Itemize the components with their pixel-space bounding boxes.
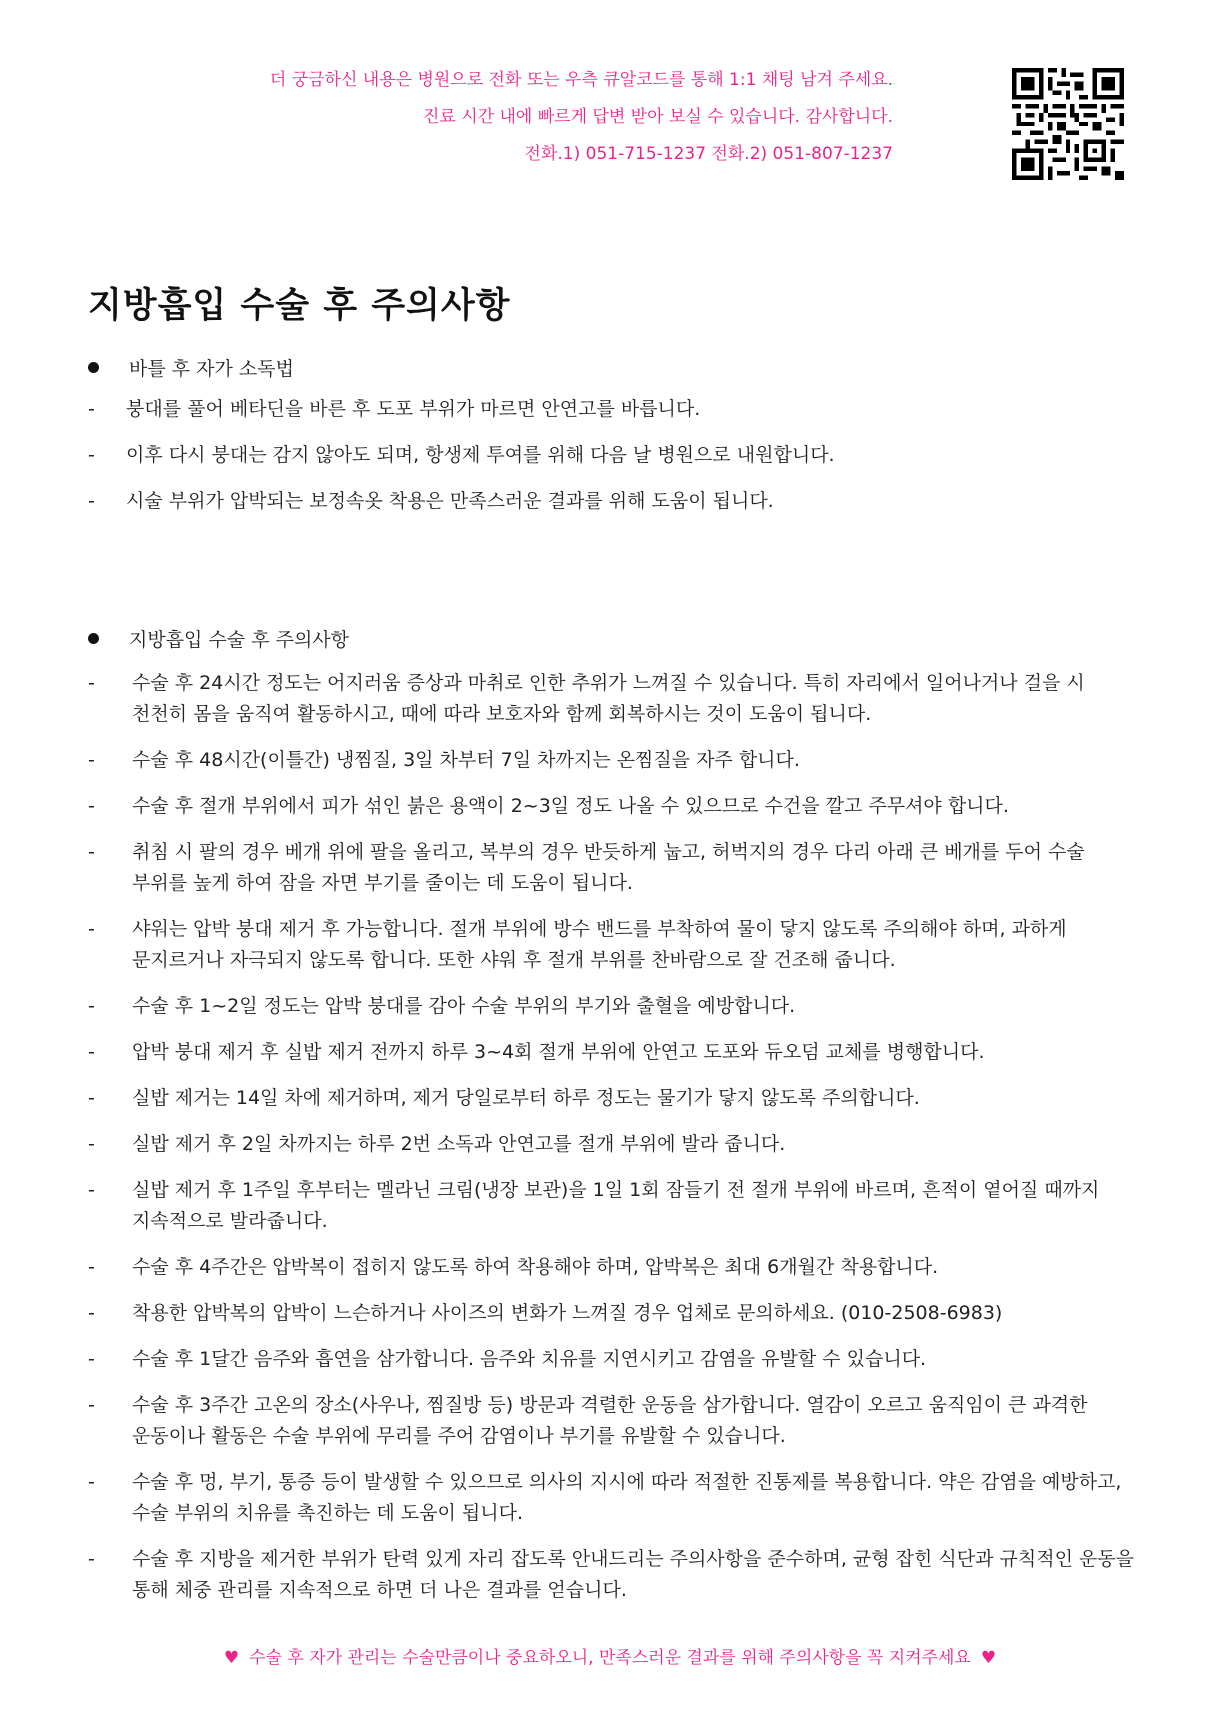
list-item: - 샤워는 압박 붕대 제거 후 가능합니다. 절개 부위에 방수 밴드를 부착하여 물이 닿지 않도록 주의해야 하며, 과하게 문지르거나 자극되지 않도록 합니다. 또한 샤워 후 절개 부위를 찬바람으로 잘 건조해 줍니다. xyxy=(88,918,1067,971)
list-item: - 취침 시 팔의 경우 베개 위에 팔을 올리고, 복부의 경우 반듯하게 눕고, 허벅지의 경우 다리 아래 큰 베개를 두어 수술 부위를 높게 하여 잠을 자면 부기를 줄이는 데 도움이 됩니다. xyxy=(88,841,1085,894)
footer-note xyxy=(0,1643,1220,1668)
list-item: - 붕대를 풀어 베타딘을 바른 후 도포 부위가 마르면 안연고를 바릅니다. xyxy=(88,398,701,420)
contact-header xyxy=(270,62,893,173)
list-item: - 수술 후 절개 부위에서 피가 섞인 붉은 용액이 2~3일 정도 나올 수 있으므로 수건을 깔고 주무셔야 합니다. xyxy=(88,795,1009,817)
list-item: - 수술 후 지방을 제거한 부위가 탄력 있게 자리 잡도록 안내드리는 주의사항을 준수하며, 균형 잡힌 식단과 규칙적인 운동을 통해 체중 관리를 지속적으로 하면 더 나은 결과를 얻습니다. xyxy=(88,1548,1135,1601)
contact-line-2: 진료 시간 내에 빠르게 답변 받아 보실 수 있습니다. 감사합니다. xyxy=(423,107,893,127)
page-title: 지방흡입 수술 후 주의사항 xyxy=(88,286,511,326)
list-item: - 수술 후 24시간 정도는 어지러움 증상과 마취로 인한 추위가 느껴질 수 있습니다. 특히 자리에서 일어나거나 걸을 시 천천히 몸을 움직여 활동하시고, 때에 따라 보호자와 함께 회복하시는 것이 도움이 됩니다. xyxy=(88,672,1085,725)
list-item: - 압박 붕대 제거 후 실밥 제거 전까지 하루 3~4회 절개 부위에 안연고 도포와 듀오덤 교체를 병행합니다. xyxy=(88,1041,985,1063)
heart-icon: ♥ xyxy=(223,1648,240,1668)
section-heading-text: 바틀 후 자가 소독법 xyxy=(129,358,294,380)
list-item: - 수술 후 48시간(이틀간) 냉찜질, 3일 차부터 7일 차까지는 온찜질을 자주 합니다. xyxy=(88,749,800,771)
list-item: - 실밥 제거 후 2일 차까지는 하루 2번 소독과 안연고를 절개 부위에 발라 줍니다. xyxy=(88,1133,786,1155)
list-item: - 수술 후 멍, 부기, 통증 등이 발생할 수 있으므로 의사의 지시에 따라 적절한 진통제를 복용합니다. 약은 감염을 예방하고, 수술 부위의 치유를 촉진하는 데 도움이 됩니다. xyxy=(88,1471,1122,1524)
contact-line-1: 더 궁금하신 내용은 병원으로 전화 또는 우측 큐알코드를 통해 1:1 채팅 남겨 주세요. xyxy=(269,70,893,90)
list-item: - 이후 다시 붕대는 감지 않아도 되며, 항생제 투여를 위해 다음 날 병원으로 내원합니다. xyxy=(88,444,835,466)
list-item: - 수술 후 4주간은 압박복이 접히지 않도록 하여 착용해야 하며, 압박복은 최대 6개월간 착용합니다. xyxy=(88,1256,939,1278)
self-care-list xyxy=(88,394,1136,532)
list-item: - 수술 후 1달간 음주와 흡연을 삼가합니다. 음주와 치유를 지연시키고 감염을 유발할 수 있습니다. xyxy=(88,1348,927,1370)
precautions-list xyxy=(88,668,1136,1621)
list-item: - 수술 후 3주간 고온의 장소(사우나, 찜질방 등) 방문과 격렬한 운동을 삼가합니다. 열감이 오르고 움직임이 큰 과격한 운동이나 활동은 수술 부위에 무리를 주어 감염이나 부기를 유발할 수 있습니다. xyxy=(88,1394,1088,1447)
list-item: - 실밥 제거 후 1주일 후부터는 멜라닌 크림(냉장 보관)을 1일 1회 잠들기 전 절개 부위에 바르며, 흔적이 옅어질 때까지 지속적으로 발라줍니다. xyxy=(88,1179,1100,1232)
section-heading-self-care xyxy=(88,354,294,381)
bullet-dot xyxy=(88,362,99,373)
footer-text: 수술 후 자가 관리는 수술만큼이나 중요하오니, 만족스러운 결과를 위해 주의사항을 꼭 지켜주세요 xyxy=(249,1648,971,1668)
section-heading-precautions xyxy=(88,625,349,652)
bullet-dot xyxy=(88,633,99,644)
list-item: - 착용한 압박복의 압박이 느슨하거나 사이즈의 변화가 느껴질 경우 업체로 문의하세요. (010-2508-6983) xyxy=(88,1302,1003,1324)
list-item: - 실밥 제거는 14일 차에 제거하며, 제거 당일로부터 하루 정도는 물기가 닿지 않도록 주의합니다. xyxy=(88,1087,920,1109)
qr-code-icon[interactable] xyxy=(1012,68,1124,180)
list-item: - 수술 후 1~2일 정도는 압박 붕대를 감아 수술 부위의 부기와 출혈을 예방합니다. xyxy=(88,995,796,1017)
contact-phone-line[interactable]: 전화.1) 051-715-1237 전화.2) 051-807-1237 xyxy=(524,144,893,164)
heart-icon: ♥ xyxy=(980,1648,997,1668)
list-item: - 시술 부위가 압박되는 보정속옷 착용은 만족스러운 결과를 위해 도움이 됩니다. xyxy=(88,490,774,512)
section-heading-text: 지방흡입 수술 후 주의사항 xyxy=(129,629,350,651)
